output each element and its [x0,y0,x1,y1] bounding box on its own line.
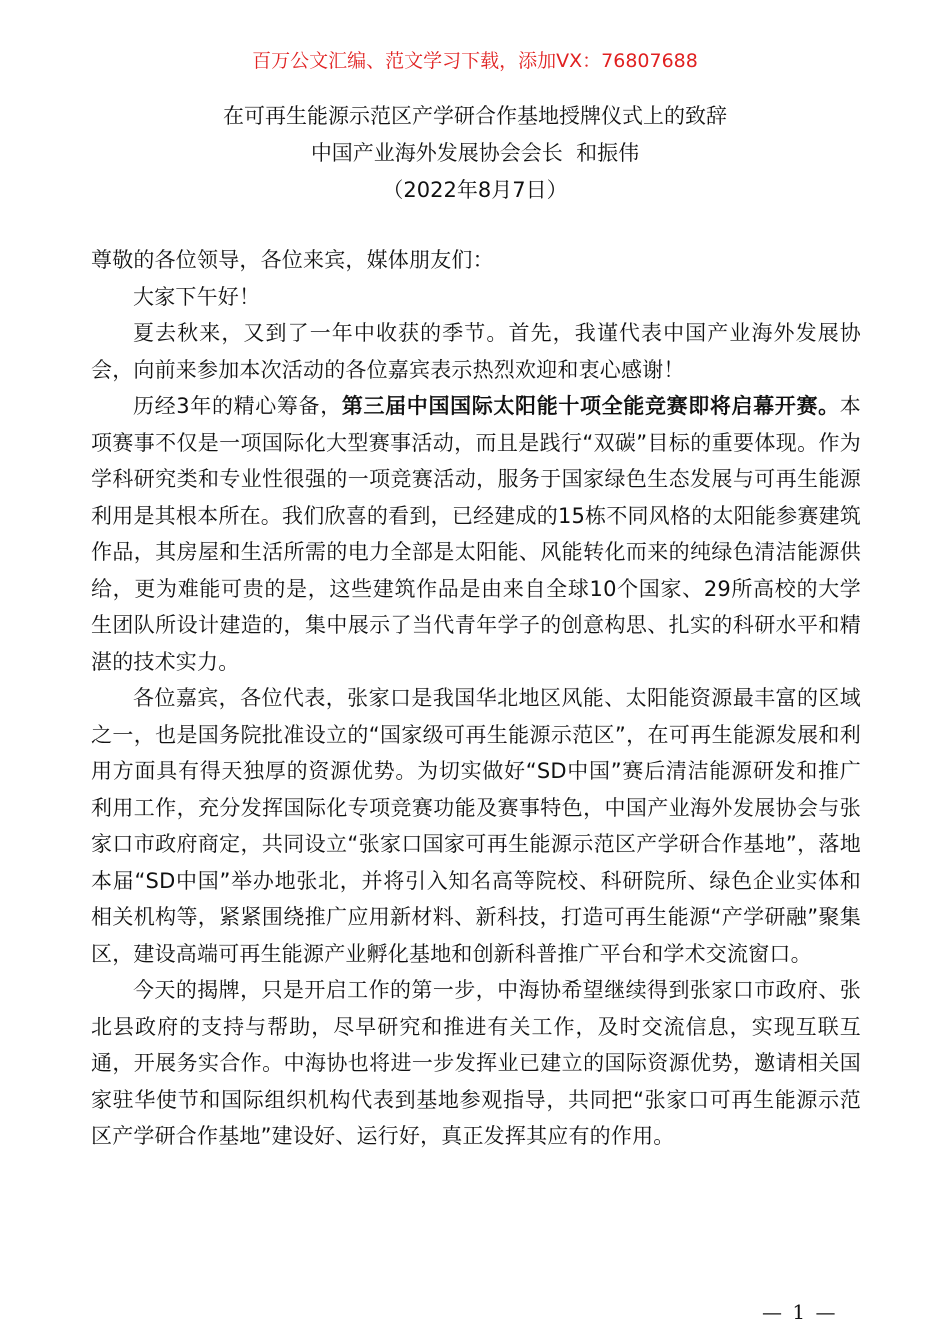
paragraph-1: 夏去秋来，又到了一年中收获的季节。首先，我谨代表中国产业海外发展协会，向前来参加本次活动的各位嘉宾表示热烈欢迎和衷心感谢！ [91,321,861,382]
paragraph-4: 今天的揭牌，只是开启工作的第一步，中海协希望继续得到张家口市政府、张北县政府的支持与帮助，尽早研究和推进有关工作，及时交流信息，实现互联互通，开展务实合作。中海协也将进一步发挥业已建立的国际资源优势，邀请相关国家驻华使节和国际组织机构代表到基地参观指导，共同把“张家口可再生能源示范区产学研合作基地”建设好、运行好，真正发挥其应有的作用。 [91,978,861,1148]
paragraph-2-highlight: 第三届中国国际太阳能十项全能竞赛即将启幕开赛。 [341,394,840,418]
salutation: 尊敬的各位领导，各位来宾，媒体朋友们： [91,248,494,272]
document-header [0,98,950,209]
page-number: — 1 — [762,1300,838,1324]
greeting: 大家下午好！ [133,284,261,309]
paragraph-2-lead: 历经3年的精心筹备， [133,394,342,418]
date-line: （2022年8月7日） [382,178,568,202]
paragraph-2 [91,388,861,680]
watermark-banner: 百万公文汇编、范文学习下载，添加VX：76807688 [252,50,698,72]
paragraph-3: 各位嘉宾，各位代表，张家口是我国华北地区风能、太阳能资源最丰富的区域之一，也是国务院批准设立的“国家级可再生能源示范区”，在可再生能源发展和利用方面具有得天独厚的资源优势。为切实做好“SD中国”赛后清洁能源研发和推广利用工作，充分发挥国际化专项竞赛功能及赛事特色，中国产业海外发展协会与张家口市政府商定，共同设立“张家口国家可再生能源示范区产学研合作基地”，落地本届“SD中国”举办地张北，并将引入知名高等院校、科研院所、绿色企业实体和相关机构等，紧紧围绕推广应用新材料、新科技，打造可再生能源“产学研融”聚集区，建设高端可再生能源产业孵化基地和创新科普推广平台和学术交流窗口。 [91,686,861,966]
paragraph-2-rest: 本项赛事不仅是一项国际化大型赛事活动，而且是践行“双碳”目标的重要体现。作为学科研究类和专业性很强的一项竞赛活动，服务于国家绿色生态发展与可再生能源利用是其根本所在。我们欣喜的看到，已经建成的15栋不同风格的太阳能参赛建筑作品，其房屋和生活所需的电力全部是太阳能、风能转化而来的纯绿色清洁能源供给，更为难能可贵的是，这些建筑作品是由来自全球10个国家、29所高校的大学生团队所设计建造的，集中展示了当代青年学子的创意构思、扎实的科研水平和精湛的技术实力。 [91,394,861,674]
speaker-line: 中国产业海外发展协会会长 和振伟 [310,141,640,165]
document-title: 在可再生能源示范区产学研合作基地授牌仪式上的致辞 [223,104,727,128]
document-body [91,242,861,1155]
